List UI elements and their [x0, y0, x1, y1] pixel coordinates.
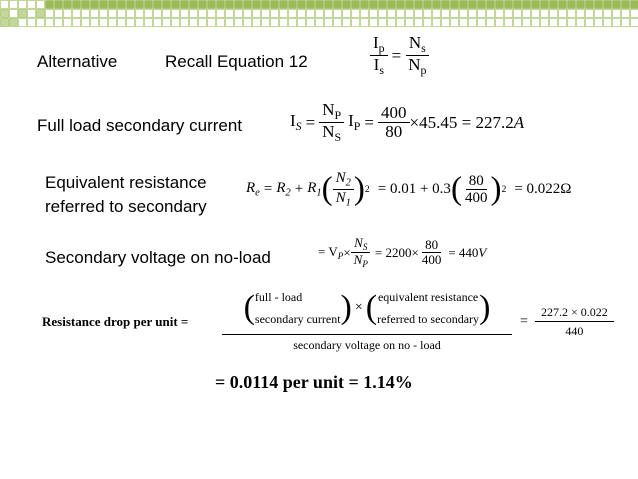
grid-cell [217, 10, 225, 18]
grid-cell [388, 19, 396, 27]
grid-cell [100, 19, 108, 27]
grid-cell [127, 10, 135, 18]
equivalent-resistance-label: Equivalent resistance referred to secondary [45, 173, 207, 216]
grid-cell [577, 19, 585, 27]
grid-cell [199, 10, 207, 18]
equivalent-resistance-equation: $R_e$ = $R_2$ + $R_1$ ( $\frac{N_2}{N_1}$ ) 2 = 0.01 + 0.3 ( $\frac{80}{400}$ ) 2 = 0.022Ω [246, 170, 572, 209]
grid-cell [559, 10, 567, 18]
grid-cell [46, 10, 54, 18]
grid-cell [100, 1, 108, 9]
recall-equation-label: Recall Equation 12 [165, 52, 308, 71]
grid-cell [631, 19, 638, 27]
grid-cell [523, 1, 531, 9]
equals-sign: = [520, 314, 528, 329]
grid-cell [262, 19, 270, 27]
grid-cell [325, 19, 333, 27]
grid-cell [550, 1, 558, 9]
grid-cell [496, 10, 504, 18]
grid-cell [532, 1, 540, 9]
grid-cell [334, 10, 342, 18]
grid-cell [280, 10, 288, 18]
grid-cell [154, 19, 162, 27]
grid-cell [127, 1, 135, 9]
grid-cell [91, 19, 99, 27]
grid-cell [586, 1, 594, 9]
grid-cell [244, 10, 252, 18]
resistance-drop-fraction: ( full - load secondary current ) × ( equivalent resistance referred to secondary ) secondary voltage on no - load [222, 286, 512, 353]
grid-cell [577, 10, 585, 18]
grid-cell [253, 1, 261, 9]
grid-cell [181, 1, 189, 9]
grid-cell [406, 10, 414, 18]
grid-cell [496, 1, 504, 9]
grid-cell [19, 19, 27, 27]
grid-cell [325, 1, 333, 9]
grid-cell [1, 19, 9, 27]
grid-cell [28, 1, 36, 9]
grid-cell [631, 1, 638, 9]
grid-cell [28, 19, 36, 27]
grid-cell [595, 10, 603, 18]
grid-cell [253, 19, 261, 27]
grid-cell [325, 10, 333, 18]
grid-cell [397, 10, 405, 18]
grid-cell [235, 1, 243, 9]
grid-cell [19, 10, 27, 18]
grid-cell [343, 1, 351, 9]
grid-cell [109, 19, 117, 27]
grid-cell [37, 10, 45, 18]
grid-cell [514, 10, 522, 18]
grid-cell [10, 19, 18, 27]
grid-cell [541, 10, 549, 18]
grid-cell [127, 19, 135, 27]
grid-cell [622, 19, 630, 27]
grid-cell [514, 19, 522, 27]
grid-cell [154, 1, 162, 9]
grid-cell [334, 1, 342, 9]
grid-cell [523, 10, 531, 18]
grid-cell [226, 10, 234, 18]
grid-cell [109, 10, 117, 18]
grid-cell [118, 10, 126, 18]
grid-cell [442, 10, 450, 18]
grid-cell [100, 10, 108, 18]
grid-cell [370, 19, 378, 27]
grid-cell [37, 1, 45, 9]
grid-cell [271, 10, 279, 18]
grid-cell [469, 19, 477, 27]
grid-cell [271, 19, 279, 27]
grid-cell [1, 1, 9, 9]
grid-cell [460, 1, 468, 9]
grid-cell [415, 19, 423, 27]
grid-cell [631, 10, 638, 18]
grid-cell [559, 19, 567, 27]
grid-cell [46, 19, 54, 27]
grid-cell [10, 10, 18, 18]
header-grid-decoration [0, 0, 638, 28]
grid-cell [361, 19, 369, 27]
grid-cell [388, 10, 396, 18]
grid-cell [163, 1, 171, 9]
grid-cell [190, 19, 198, 27]
grid-cell [271, 1, 279, 9]
grid-cell [289, 19, 297, 27]
grid-cell [550, 10, 558, 18]
alternative-label: Alternative [37, 52, 118, 71]
grid-cell [550, 19, 558, 27]
grid-cell [118, 19, 126, 27]
grid-cell [505, 19, 513, 27]
grid-cell [604, 19, 612, 27]
grid-cell [442, 1, 450, 9]
grid-cell [559, 1, 567, 9]
grid-cell [433, 10, 441, 18]
grid-cell [64, 19, 72, 27]
grid-cell [307, 1, 315, 9]
grid-cell [298, 1, 306, 9]
grid-cell [406, 19, 414, 27]
grid-cell [487, 10, 495, 18]
grid-cell [541, 19, 549, 27]
grid-cell [478, 10, 486, 18]
grid-cell [352, 1, 360, 9]
grid-cell [208, 19, 216, 27]
grid-cell [82, 10, 90, 18]
grid-cell [28, 10, 36, 18]
grid-cell [73, 19, 81, 27]
grid-cell [406, 1, 414, 9]
grid-cell [424, 1, 432, 9]
grid-cell [307, 19, 315, 27]
grid-cell [262, 1, 270, 9]
resistance-drop-label: Resistance drop per unit = [42, 314, 189, 329]
grid-cell [316, 1, 324, 9]
grid-cell [361, 1, 369, 9]
grid-cell [280, 19, 288, 27]
grid-cell [316, 19, 324, 27]
grid-cell [334, 19, 342, 27]
grid-cell [397, 1, 405, 9]
grid-cell [73, 10, 81, 18]
secondary-current-equation: $I_S$ = $\frac{N_P}{N_S}$ $I_P$ = $\frac{400}{80}$ ×45.45 = 227.2 A [290, 100, 525, 145]
grid-cell [451, 1, 459, 9]
grid-cell [82, 19, 90, 27]
grid-cell [613, 19, 621, 27]
grid-cell [172, 10, 180, 18]
grid-cell [235, 19, 243, 27]
grid-cell [424, 10, 432, 18]
grid-cell [10, 1, 18, 9]
grid-cell [172, 19, 180, 27]
grid-cell [244, 19, 252, 27]
grid-cell [208, 10, 216, 18]
grid-cell [316, 10, 324, 18]
grid-cell [55, 19, 63, 27]
full-load-label: Full load secondary current [37, 116, 243, 135]
grid-cell [352, 10, 360, 18]
grid-cell [64, 10, 72, 18]
resistance-drop-value-fraction: $\frac{227.2 \times 0.022}{440}$ [535, 306, 614, 338]
grid-cell [460, 10, 468, 18]
grid-cell [586, 10, 594, 18]
grid-cell [424, 19, 432, 27]
grid-cell [145, 19, 153, 27]
grid-cell [361, 10, 369, 18]
grid-cell [298, 10, 306, 18]
grid-cell [289, 10, 297, 18]
grid-cell [415, 10, 423, 18]
grid-cell [613, 10, 621, 18]
turns-ratio-fraction: $\frac{N_s}{N_p}$ [405, 34, 429, 78]
grid-cell [253, 10, 261, 18]
grid-cell [154, 10, 162, 18]
final-result: = 0.0114 per unit = 1.14% [215, 372, 413, 392]
current-ratio-fraction: $\frac{I_p}{I_s}$ [370, 34, 388, 78]
grid-cell [577, 1, 585, 9]
grid-cell [532, 10, 540, 18]
grid-cell [190, 1, 198, 9]
grid-cell [307, 10, 315, 18]
grid-cell [496, 19, 504, 27]
grid-cell [172, 1, 180, 9]
grid-cell [595, 1, 603, 9]
grid-cell [622, 10, 630, 18]
grid-cell [442, 19, 450, 27]
grid-cell [199, 1, 207, 9]
grid-cell [19, 1, 27, 9]
grid-cell [568, 19, 576, 27]
grid-cell [469, 10, 477, 18]
grid-cell [136, 1, 144, 9]
grid-cell [64, 1, 72, 9]
grid-cell [82, 1, 90, 9]
grid-cell [73, 1, 81, 9]
grid-cell [91, 10, 99, 18]
grid-cell [226, 1, 234, 9]
grid-cell [568, 10, 576, 18]
grid-cell [163, 10, 171, 18]
grid-cell [55, 10, 63, 18]
grid-cell [181, 19, 189, 27]
grid-cell [604, 10, 612, 18]
grid-cell [352, 19, 360, 27]
grid-cell [118, 1, 126, 9]
grid-cell [217, 19, 225, 27]
grid-cell [181, 10, 189, 18]
no-load-voltage-label: Secondary voltage on no-load [45, 248, 271, 267]
grid-cell [37, 19, 45, 27]
grid-cell [109, 1, 117, 9]
grid-cell [532, 19, 540, 27]
grid-cell [208, 1, 216, 9]
grid-cell [523, 19, 531, 27]
grid-cell [262, 10, 270, 18]
grid-cell [622, 1, 630, 9]
grid-cell [487, 1, 495, 9]
grid-cell [235, 10, 243, 18]
grid-cell [586, 19, 594, 27]
grid-cell [487, 19, 495, 27]
grid-cell [91, 1, 99, 9]
grid-cell [433, 19, 441, 27]
grid-cell [244, 1, 252, 9]
grid-cell [595, 19, 603, 27]
grid-cell [145, 1, 153, 9]
grid-cell [604, 1, 612, 9]
grid-cell [217, 1, 225, 9]
grid-cell [298, 19, 306, 27]
no-load-voltage-equation: = $V_P$ × $\frac{N_S}{N_P}$ = 2200× $\frac{80}{400}$ = 440 V [318, 235, 487, 270]
grid-cell [379, 1, 387, 9]
grid-cell [460, 19, 468, 27]
grid-cell [505, 1, 513, 9]
grid-cell [451, 19, 459, 27]
grid-cell [379, 10, 387, 18]
grid-cell [388, 1, 396, 9]
ratio-equation: $\frac{I_p}{I_s}$ = $\frac{N_s}{N_p}$ [370, 34, 429, 78]
grid-cell [478, 19, 486, 27]
grid-cell [46, 1, 54, 9]
grid-cell [190, 10, 198, 18]
grid-cell [1, 10, 9, 18]
grid-cell [505, 10, 513, 18]
grid-cell [397, 19, 405, 27]
grid-cell [478, 1, 486, 9]
grid-cell [433, 1, 441, 9]
grid-cell [226, 19, 234, 27]
grid-cell [289, 1, 297, 9]
grid-cell [568, 1, 576, 9]
grid-cell [370, 10, 378, 18]
grid-cell [514, 1, 522, 9]
grid-cell [370, 1, 378, 9]
grid-cell [199, 19, 207, 27]
grid-cell [136, 19, 144, 27]
grid-cell [541, 1, 549, 9]
grid-cell [415, 1, 423, 9]
grid-cell [136, 10, 144, 18]
grid-cell [451, 10, 459, 18]
grid-cell [613, 1, 621, 9]
grid-cell [343, 19, 351, 27]
grid-cell [379, 19, 387, 27]
grid-cell [145, 10, 153, 18]
grid-cell [55, 1, 63, 9]
grid-cell [163, 19, 171, 27]
grid-cell [469, 1, 477, 9]
grid-cell [280, 1, 288, 9]
grid-cell [343, 10, 351, 18]
